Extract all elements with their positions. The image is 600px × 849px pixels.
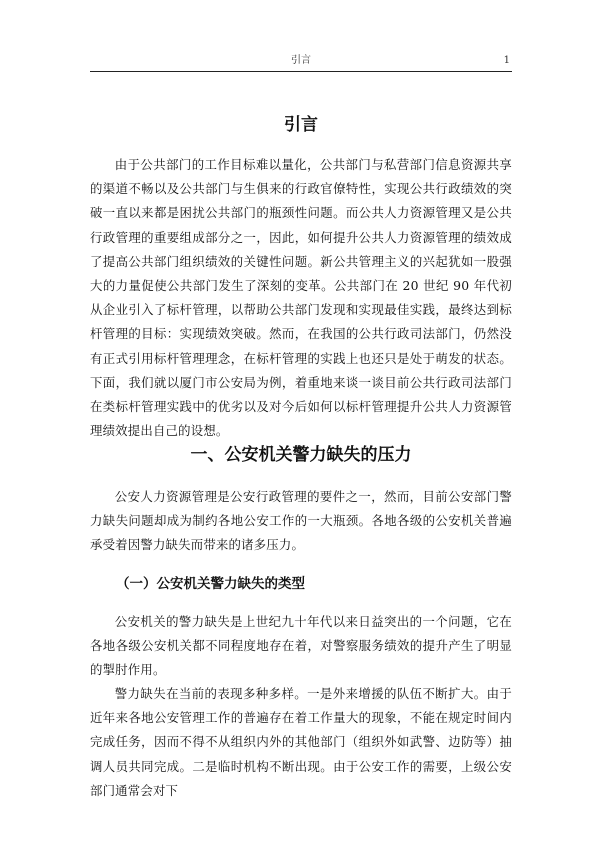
subsection1-paragraph-2: 警力缺失在当前的表现多种多样。一是外来增援的队伍不断扩大。由于近年来各地公安管理工作的普遍存在着工作量大的现象，不能在规定时间内完成任务，因而不得不从组织内外的其他部门（组织外如武警、边防等）抽调人员共同完成。二是临时机构不断出现。由于公安工作的需要，上级公安部门通常会对下 [90, 686, 512, 798]
subsection1-title: （一）公安机关警力缺失的类型 [116, 576, 305, 592]
chapter1-title: 一、公安机关警力缺失的压力 [190, 445, 412, 465]
subsection1-paragraph-1: 公安机关的警力缺失是上世纪九十年代以来日益突出的一个问题，它在各地各级公安机关都不同程度地存在着，对警察服务绩效的提升产生了明显的掣肘作用。 [90, 614, 512, 678]
running-header-title: 引言 [291, 55, 311, 66]
running-header [90, 54, 512, 72]
intro-title: 引言 [284, 115, 318, 135]
page-number: 1 [503, 55, 510, 66]
chapter1-paragraph: 公安人力资源管理是公安行政管理的要件之一，然而，目前公安部门警力缺失问题却成为制约各地公安工作的一大瓶颈。各地各级的公安机关普遍承受着因警力缺失而带来的诸多压力。 [90, 489, 512, 553]
intro-paragraph: 由于公共部门的工作目标难以量化，公共部门与私营部门信息资源共享的渠道不畅以及公共部门与生俱来的行政官僚特性，实现公共行政绩效的突破一直以来都是困扰公共部门的瓶颈性问题。而公共人力资源管理又是公共行政管理的重要组成部分之一，因此，如何提升公共人力资源管理的绩效成了提高公共部门组织绩效的关键性问题。新公共管理主义的兴起犹如一股强大的力量促使公共部门发生了深刻的变革。公共部门在 20 世纪 90 年代初从企业引入了标杆管理，以帮助公共部门发现和实现最佳实践，最终达到标杆管理的目标：实现绩效突破。然而，在我国的公共行政司法部门，仍然没有正式引用标杆管理理念，在标杆管理的实践上也还只是处于萌发的状态。下面，我们就以厦门市公安局为例，着重地来谈一谈目前公共行政司法部门在类标杆管理实践中的优劣以及对今后如何以标杆管理提升公共人力资源管理绩效提出自己的设想。 [90, 157, 512, 439]
